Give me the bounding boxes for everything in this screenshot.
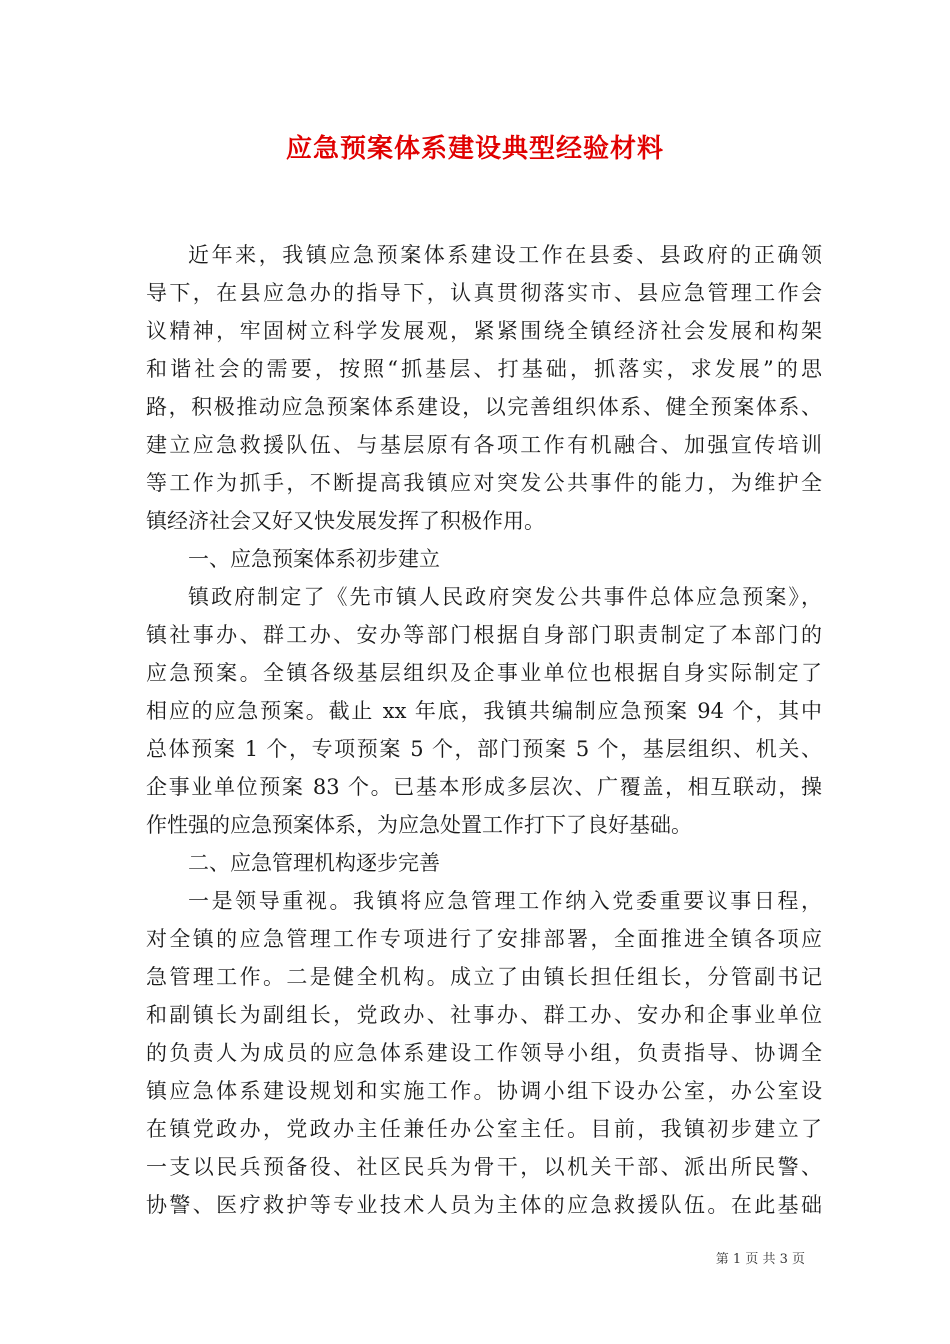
body-line: 急管理工作。二是健全机构。成立了由镇长担任组长，分管副书记 [146, 965, 822, 989]
body-line: 镇社事办、群工办、安办等部门根据自身部门职责制定了本部门的 [146, 623, 822, 647]
body-line: 相应的应急预案。截止 xx 年底，我镇共编制应急预案 94 个，其中 [146, 699, 822, 723]
body-line: 导下，在县应急办的指导下，认真贯彻落实市、县应急管理工作会 [146, 281, 822, 305]
body-line: 镇政府制定了《先市镇人民政府突发公共事件总体应急预案》， [188, 585, 822, 609]
section-heading: 二、应急管理机构逐步完善 [188, 851, 440, 875]
body-line: 协警、医疗救护等专业技术人员为主体的应急救援队伍。在此基础 [146, 1193, 822, 1217]
body-line: 总体预案 1 个，专项预案 5 个，部门预案 5 个，基层组织、机关、 [146, 737, 822, 761]
page-title: 应急预案体系建设典型经验材料 [285, 134, 664, 164]
body-line: 对全镇的应急管理工作专项进行了安排部署，全面推进全镇各项应 [146, 927, 822, 951]
body-line: 镇经济社会又好又快发展发挥了积极作用。 [146, 509, 545, 533]
body-line: 应急预案。全镇各级基层组织及企事业单位也根据自身实际制定了 [146, 661, 822, 685]
body-line: 的负责人为成员的应急体系建设工作领导小组，负责指导、协调全 [146, 1041, 822, 1065]
body-line: 近年来，我镇应急预案体系建设工作在县委、县政府的正确领 [188, 243, 822, 267]
page-number: 第 1 页 共 3 页 [715, 1252, 805, 1267]
section-heading: 一、应急预案体系初步建立 [188, 547, 440, 571]
body-line: 一是领导重视。我镇将应急管理工作纳入党委重要议事日程， [188, 889, 822, 913]
body-line: 企事业单位预案 83 个。已基本形成多层次、广覆盖，相互联动，操 [146, 775, 822, 799]
body-line: 和副镇长为副组长，党政办、社事办、群工办、安办和企事业单位 [146, 1003, 822, 1027]
body-line: 作性强的应急预案体系，为应急处置工作打下了良好基础。 [146, 813, 692, 837]
body-line: 一支以民兵预备役、社区民兵为骨干，以机关干部、派出所民警、 [146, 1155, 822, 1179]
body-line: 等工作为抓手，不断提高我镇应对突发公共事件的能力，为维护全 [146, 471, 822, 495]
body-line: 建立应急救援队伍、与基层原有各项工作有机融合、加强宣传培训 [146, 433, 822, 457]
body-line: 路，积极推动应急预案体系建设，以完善组织体系、健全预案体系、 [146, 395, 822, 419]
body-line: 和谐社会的需要，按照“抓基层、打基础，抓落实，求发展”的思 [146, 357, 822, 381]
body-line: 在镇党政办，党政办主任兼任办公室主任。目前，我镇初步建立了 [146, 1117, 822, 1141]
body-line: 镇应急体系建设规划和实施工作。协调小组下设办公室，办公室设 [146, 1079, 822, 1103]
body-line: 议精神，牢固树立科学发展观，紧紧围绕全镇经济社会发展和构架 [146, 319, 822, 343]
